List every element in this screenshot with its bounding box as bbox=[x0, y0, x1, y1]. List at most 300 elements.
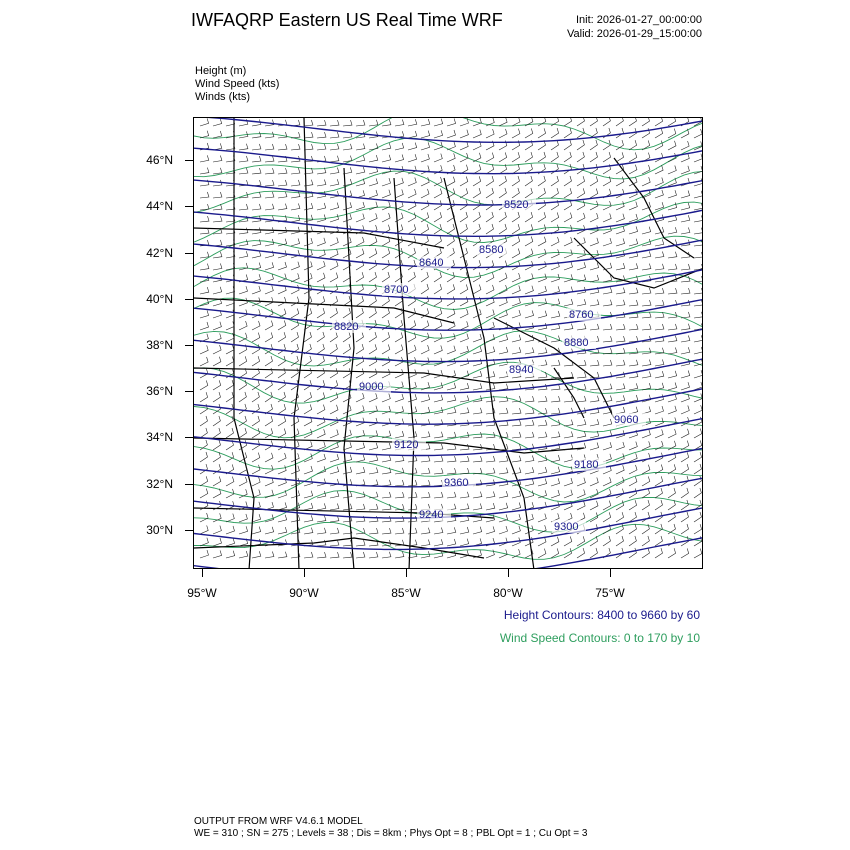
wind-barb bbox=[382, 394, 390, 402]
wind-barb bbox=[603, 152, 611, 162]
wind-barb bbox=[434, 492, 443, 498]
lat-tick bbox=[185, 299, 193, 300]
wind-barb bbox=[265, 180, 274, 186]
wind-barb bbox=[356, 455, 365, 462]
wind-barb bbox=[486, 526, 495, 534]
wind-barb bbox=[681, 406, 689, 415]
wind-barb bbox=[642, 251, 651, 258]
wind-barb bbox=[252, 321, 260, 330]
wind-barb bbox=[538, 298, 547, 306]
wind-barb bbox=[395, 178, 403, 186]
wind-barb bbox=[304, 227, 313, 235]
wind-barb bbox=[460, 456, 469, 462]
wind-barb bbox=[512, 285, 520, 294]
wind-barb bbox=[317, 132, 326, 138]
wind-barb bbox=[681, 264, 690, 270]
wind-barb bbox=[356, 540, 365, 546]
state-boundary bbox=[194, 438, 584, 453]
wind-barb bbox=[551, 537, 559, 546]
wind-barb bbox=[603, 118, 610, 126]
lat-label: 46°N bbox=[146, 153, 173, 167]
wind-barb bbox=[694, 405, 702, 414]
wind-barb bbox=[239, 204, 248, 210]
wind-barb bbox=[473, 432, 482, 438]
wind-barb bbox=[629, 152, 637, 162]
wind-barb bbox=[447, 395, 456, 402]
wind-barb bbox=[226, 538, 235, 546]
wind-barb bbox=[330, 344, 337, 354]
wind-barb bbox=[681, 371, 690, 379]
wind-barb bbox=[473, 334, 482, 342]
wind-barb bbox=[252, 527, 261, 534]
wind-barb bbox=[200, 204, 209, 210]
wind-barb bbox=[343, 237, 351, 246]
wind-barb bbox=[668, 371, 677, 378]
wind-barb bbox=[655, 548, 663, 558]
wind-barb bbox=[447, 444, 456, 450]
wind-barb bbox=[512, 273, 520, 282]
wind-barb bbox=[538, 128, 546, 138]
wind-barb bbox=[564, 372, 573, 378]
wind-barb bbox=[369, 480, 378, 486]
wind-barb bbox=[330, 120, 339, 126]
wind-barb bbox=[551, 212, 559, 222]
wind-barb bbox=[694, 288, 703, 294]
wind-barb bbox=[421, 468, 430, 474]
wind-barb bbox=[291, 273, 299, 282]
wind-barb bbox=[330, 214, 339, 222]
model-footer bbox=[194, 816, 587, 840]
wind-barb bbox=[447, 130, 456, 138]
wind-barb bbox=[239, 404, 246, 414]
wind-barb bbox=[538, 549, 546, 558]
wind-barb bbox=[577, 360, 586, 366]
wind-barb bbox=[642, 465, 650, 474]
wind-barb bbox=[460, 504, 469, 510]
wind-barb bbox=[382, 201, 390, 210]
wind-barb bbox=[499, 384, 508, 390]
wind-barb bbox=[369, 467, 378, 474]
lon-label: 95°W bbox=[187, 586, 217, 600]
wind-barb bbox=[590, 372, 599, 378]
wind-barb bbox=[408, 540, 417, 546]
wind-barb bbox=[512, 456, 521, 462]
wind-barb bbox=[317, 442, 325, 450]
wind-barb bbox=[486, 371, 495, 378]
wind-barb bbox=[278, 429, 286, 439]
wind-barb bbox=[512, 514, 521, 522]
wind-barb bbox=[226, 392, 234, 402]
wind-barb bbox=[330, 332, 337, 342]
wind-barb bbox=[252, 156, 261, 162]
wind-barb bbox=[382, 369, 390, 378]
wind-barb bbox=[304, 392, 312, 402]
wind-barb bbox=[590, 419, 599, 426]
height-contour-label: 8580 bbox=[479, 244, 504, 256]
wind-barb bbox=[213, 287, 222, 294]
wind-barb bbox=[369, 213, 377, 222]
wind-barb bbox=[499, 408, 508, 414]
wind-barb bbox=[681, 215, 690, 222]
wind-barb bbox=[343, 144, 352, 150]
wind-barb bbox=[252, 453, 260, 462]
wind-barb bbox=[200, 357, 208, 366]
wind-barb bbox=[577, 213, 585, 222]
wind-barb bbox=[200, 428, 207, 438]
wind-barb bbox=[226, 526, 235, 534]
wind-barb bbox=[395, 528, 404, 534]
wind-barb bbox=[629, 500, 637, 510]
wind-barb bbox=[421, 272, 428, 282]
wind-barb bbox=[395, 552, 404, 558]
wind-barb bbox=[200, 216, 209, 222]
wind-barb bbox=[252, 132, 261, 138]
wind-barb bbox=[655, 239, 664, 246]
wind-barb bbox=[460, 527, 469, 534]
wind-barb bbox=[278, 453, 286, 462]
lat-label: 42°N bbox=[146, 246, 173, 260]
wind-barb bbox=[564, 188, 572, 198]
variable-legend bbox=[195, 65, 279, 104]
wind-barb bbox=[278, 380, 285, 390]
wind-barb bbox=[616, 324, 625, 330]
wind-barb bbox=[694, 452, 702, 462]
lon-label: 80°W bbox=[493, 586, 523, 600]
wind-barb bbox=[395, 120, 404, 127]
wind-barb bbox=[681, 191, 690, 199]
wind-barb bbox=[421, 395, 430, 403]
wind-barb bbox=[681, 203, 690, 210]
time-info bbox=[567, 13, 702, 41]
wind-barb bbox=[473, 285, 481, 294]
wind-barb bbox=[330, 132, 339, 138]
wind-barb bbox=[642, 500, 650, 510]
footer-model: OUTPUT FROM WRF V4.6.1 MODEL bbox=[194, 816, 363, 827]
wind-barb bbox=[382, 480, 391, 486]
variable-wind-speed: Wind Speed (kts) bbox=[195, 78, 280, 90]
wind-barb bbox=[226, 345, 234, 354]
wind-barb bbox=[369, 393, 377, 402]
wind-barb bbox=[395, 369, 403, 378]
wind-barb bbox=[200, 489, 208, 499]
wind-barb bbox=[356, 443, 365, 451]
wind-barb bbox=[226, 275, 235, 282]
wind-barb bbox=[369, 155, 378, 162]
wind-barb bbox=[356, 120, 365, 126]
wind-barb bbox=[681, 347, 690, 354]
wind-barb bbox=[577, 372, 586, 378]
wind-barb bbox=[200, 476, 208, 486]
wind-barb bbox=[213, 392, 221, 402]
wind-barb bbox=[200, 264, 209, 270]
wind-barb bbox=[616, 300, 625, 306]
wind-barb bbox=[577, 548, 585, 558]
wind-barb bbox=[525, 224, 533, 234]
wind-barb bbox=[603, 287, 612, 294]
wind-barb bbox=[265, 527, 274, 534]
wind-barb bbox=[577, 152, 584, 162]
wind-barb bbox=[564, 324, 573, 330]
wind-barb bbox=[460, 468, 469, 474]
wind-barb bbox=[382, 344, 390, 354]
wind-barb bbox=[265, 132, 274, 138]
wind-barb bbox=[252, 144, 261, 150]
wind-barb bbox=[460, 321, 468, 330]
wind-barb bbox=[512, 347, 521, 354]
wind-barb bbox=[460, 383, 469, 390]
wind-barb bbox=[512, 236, 520, 246]
wind-barb bbox=[473, 408, 482, 414]
wind-barb bbox=[408, 154, 417, 162]
wind-barb bbox=[226, 551, 235, 558]
wind-barb bbox=[213, 550, 222, 558]
wind-barb bbox=[213, 345, 221, 354]
wind-barb bbox=[278, 344, 286, 354]
wind-barb bbox=[642, 312, 651, 318]
wind-barb bbox=[265, 204, 274, 210]
wind-barb bbox=[629, 214, 638, 222]
wind-barb bbox=[694, 549, 702, 558]
wind-barb bbox=[200, 464, 208, 474]
wind-barb bbox=[590, 360, 599, 366]
wind-barb bbox=[278, 552, 287, 558]
wind-barb bbox=[434, 272, 442, 282]
lon-label: 75°W bbox=[595, 586, 625, 600]
wind-barb bbox=[642, 476, 650, 486]
wind-barb bbox=[421, 131, 430, 138]
wind-barb bbox=[434, 130, 443, 138]
wind-barb bbox=[408, 504, 417, 510]
wind-barb bbox=[512, 129, 520, 138]
wind-barb bbox=[382, 213, 390, 222]
wind-barb bbox=[551, 490, 560, 498]
wind-barb bbox=[278, 465, 286, 474]
wind-barb bbox=[330, 504, 339, 511]
wind-barb bbox=[603, 442, 612, 450]
wind-barb bbox=[200, 118, 209, 126]
wind-barb bbox=[265, 168, 274, 174]
wind-barb bbox=[278, 262, 287, 270]
wind-barb bbox=[304, 120, 313, 126]
wind-barb bbox=[369, 455, 378, 462]
wind-barb bbox=[564, 213, 572, 222]
height-contour-label: 9000 bbox=[359, 381, 384, 393]
wind-barb bbox=[512, 491, 521, 498]
wind-barb bbox=[447, 346, 455, 354]
wind-barb bbox=[213, 119, 222, 126]
valid-time: Valid: 2026-01-29_15:00:00 bbox=[567, 28, 702, 40]
wind-barb bbox=[239, 526, 248, 534]
wind-barb bbox=[668, 227, 677, 234]
wind-barb bbox=[694, 264, 703, 270]
wind-barb bbox=[226, 416, 233, 426]
wind-speed-contour bbox=[194, 298, 703, 338]
wind-contour-note: Wind Speed Contours: 0 to 170 by 10 bbox=[499, 631, 700, 645]
wind-barb bbox=[538, 479, 547, 486]
wind-barb bbox=[525, 456, 534, 463]
wind-barb bbox=[590, 513, 598, 523]
wind-barb bbox=[200, 513, 208, 522]
wind-barb bbox=[499, 176, 507, 186]
wind-barb bbox=[564, 225, 572, 234]
wind-barb bbox=[421, 142, 430, 150]
wind-barb bbox=[577, 396, 586, 402]
height-contour bbox=[194, 180, 703, 205]
wind-barb bbox=[278, 527, 287, 534]
wind-barb bbox=[590, 300, 599, 307]
wind-barb bbox=[447, 153, 455, 162]
wind-barb bbox=[239, 321, 247, 330]
wind-barb bbox=[512, 310, 521, 318]
wind-barb bbox=[655, 324, 664, 330]
lat-label: 32°N bbox=[146, 477, 173, 491]
wind-barb bbox=[278, 297, 286, 306]
wind-barb bbox=[278, 320, 286, 330]
wind-barb bbox=[668, 429, 676, 438]
wind-barb bbox=[343, 344, 351, 354]
wind-barb bbox=[213, 263, 222, 270]
wind-barb bbox=[330, 179, 339, 186]
wind-barb bbox=[460, 408, 469, 414]
wind-barb bbox=[564, 262, 573, 270]
wind-barb bbox=[395, 155, 404, 163]
wind-barb bbox=[551, 311, 560, 318]
wind-barb bbox=[226, 477, 234, 486]
wind-barb bbox=[369, 143, 378, 150]
wind-barb bbox=[434, 321, 442, 330]
wind-barb bbox=[694, 512, 702, 522]
wind-barb bbox=[408, 189, 416, 198]
wind-barb bbox=[395, 143, 404, 150]
wind-barb bbox=[512, 212, 520, 222]
wind-barb bbox=[447, 420, 456, 426]
wind-barb bbox=[564, 140, 571, 150]
wind-barb bbox=[642, 441, 650, 450]
wind-barb bbox=[278, 441, 286, 450]
wind-barb bbox=[642, 406, 651, 414]
wind-barb bbox=[616, 536, 624, 546]
wind-barb bbox=[590, 140, 597, 150]
wind-barb bbox=[551, 396, 560, 402]
wind-barb bbox=[408, 456, 417, 462]
wind-barb bbox=[434, 236, 442, 246]
wind-barb bbox=[512, 152, 520, 162]
wind-barb bbox=[421, 432, 430, 439]
wind-barb bbox=[551, 249, 559, 258]
wind-barb bbox=[694, 347, 703, 354]
wind-barb bbox=[629, 442, 637, 450]
wind-barb bbox=[499, 224, 507, 234]
wind-barb bbox=[577, 431, 586, 438]
wind-barb bbox=[577, 188, 585, 198]
wind-barb bbox=[265, 321, 273, 330]
height-contour bbox=[194, 148, 703, 174]
wind-barb bbox=[447, 284, 455, 294]
wind-barb bbox=[603, 177, 611, 187]
wind-barb bbox=[330, 393, 338, 402]
wind-barb bbox=[473, 260, 481, 270]
wind-barb bbox=[603, 536, 611, 546]
wind-barb bbox=[629, 118, 637, 126]
wind-barb bbox=[460, 188, 468, 198]
wind-barb bbox=[252, 309, 260, 318]
wind-barb bbox=[681, 227, 690, 234]
wind-barb bbox=[551, 176, 559, 186]
wind-barb bbox=[382, 237, 390, 247]
height-contour-label: 9060 bbox=[614, 414, 639, 426]
wind-barb bbox=[278, 502, 287, 510]
wind-barb bbox=[681, 548, 689, 558]
wind-barb bbox=[239, 428, 247, 438]
wind-barb bbox=[330, 467, 339, 474]
wind-barb bbox=[538, 237, 546, 246]
wind-barb bbox=[629, 465, 637, 474]
wind-barb bbox=[252, 356, 260, 366]
wind-barb bbox=[421, 119, 430, 126]
state-boundary bbox=[614, 158, 694, 258]
wind-barb bbox=[252, 416, 260, 426]
wind-barb bbox=[577, 140, 584, 150]
wind-barb bbox=[681, 288, 690, 294]
wind-barb bbox=[369, 406, 377, 414]
wind-barb bbox=[460, 358, 469, 366]
lat-label: 38°N bbox=[146, 338, 173, 352]
wind-barb bbox=[512, 164, 520, 174]
init-time: Init: 2026-01-27_00:00:00 bbox=[576, 14, 702, 26]
wind-barb bbox=[317, 308, 325, 318]
wind-barb bbox=[213, 192, 222, 198]
wind-barb bbox=[408, 260, 415, 270]
wind-barb bbox=[629, 324, 638, 330]
wind-barb bbox=[668, 348, 677, 355]
wind-barb bbox=[356, 467, 365, 474]
wind-barb bbox=[499, 526, 508, 534]
wind-barb bbox=[681, 129, 689, 138]
wind-barb bbox=[681, 500, 688, 510]
wind-barb bbox=[473, 359, 482, 366]
wind-barb bbox=[382, 443, 391, 450]
wind-barb bbox=[421, 177, 429, 186]
height-contour bbox=[194, 210, 703, 236]
wind-barb bbox=[564, 455, 573, 462]
wind-barb bbox=[512, 432, 521, 438]
wind-barb bbox=[590, 201, 598, 210]
wind-barb bbox=[460, 297, 468, 306]
wind-barb bbox=[512, 335, 521, 342]
wind-barb bbox=[213, 440, 221, 450]
wind-barb bbox=[356, 272, 364, 282]
wind-barb bbox=[499, 273, 507, 282]
wind-barb bbox=[525, 347, 534, 354]
wind-barb bbox=[577, 262, 586, 270]
wind-barb bbox=[421, 321, 429, 330]
wind-barb bbox=[499, 298, 507, 307]
wind-speed-contour bbox=[194, 171, 703, 212]
wind-barb bbox=[590, 152, 598, 162]
wind-barb bbox=[252, 392, 259, 402]
wind-barb bbox=[434, 395, 443, 402]
wind-barb bbox=[616, 177, 624, 186]
wind-barb bbox=[265, 192, 274, 198]
wind-barb bbox=[265, 465, 273, 474]
wind-barb bbox=[629, 336, 638, 342]
lat-tick bbox=[185, 345, 193, 346]
wind-barb bbox=[551, 164, 558, 174]
wind-barb bbox=[291, 392, 299, 402]
wind-barb bbox=[460, 309, 468, 318]
wind-barb bbox=[486, 129, 494, 138]
wind-barb bbox=[447, 177, 455, 186]
